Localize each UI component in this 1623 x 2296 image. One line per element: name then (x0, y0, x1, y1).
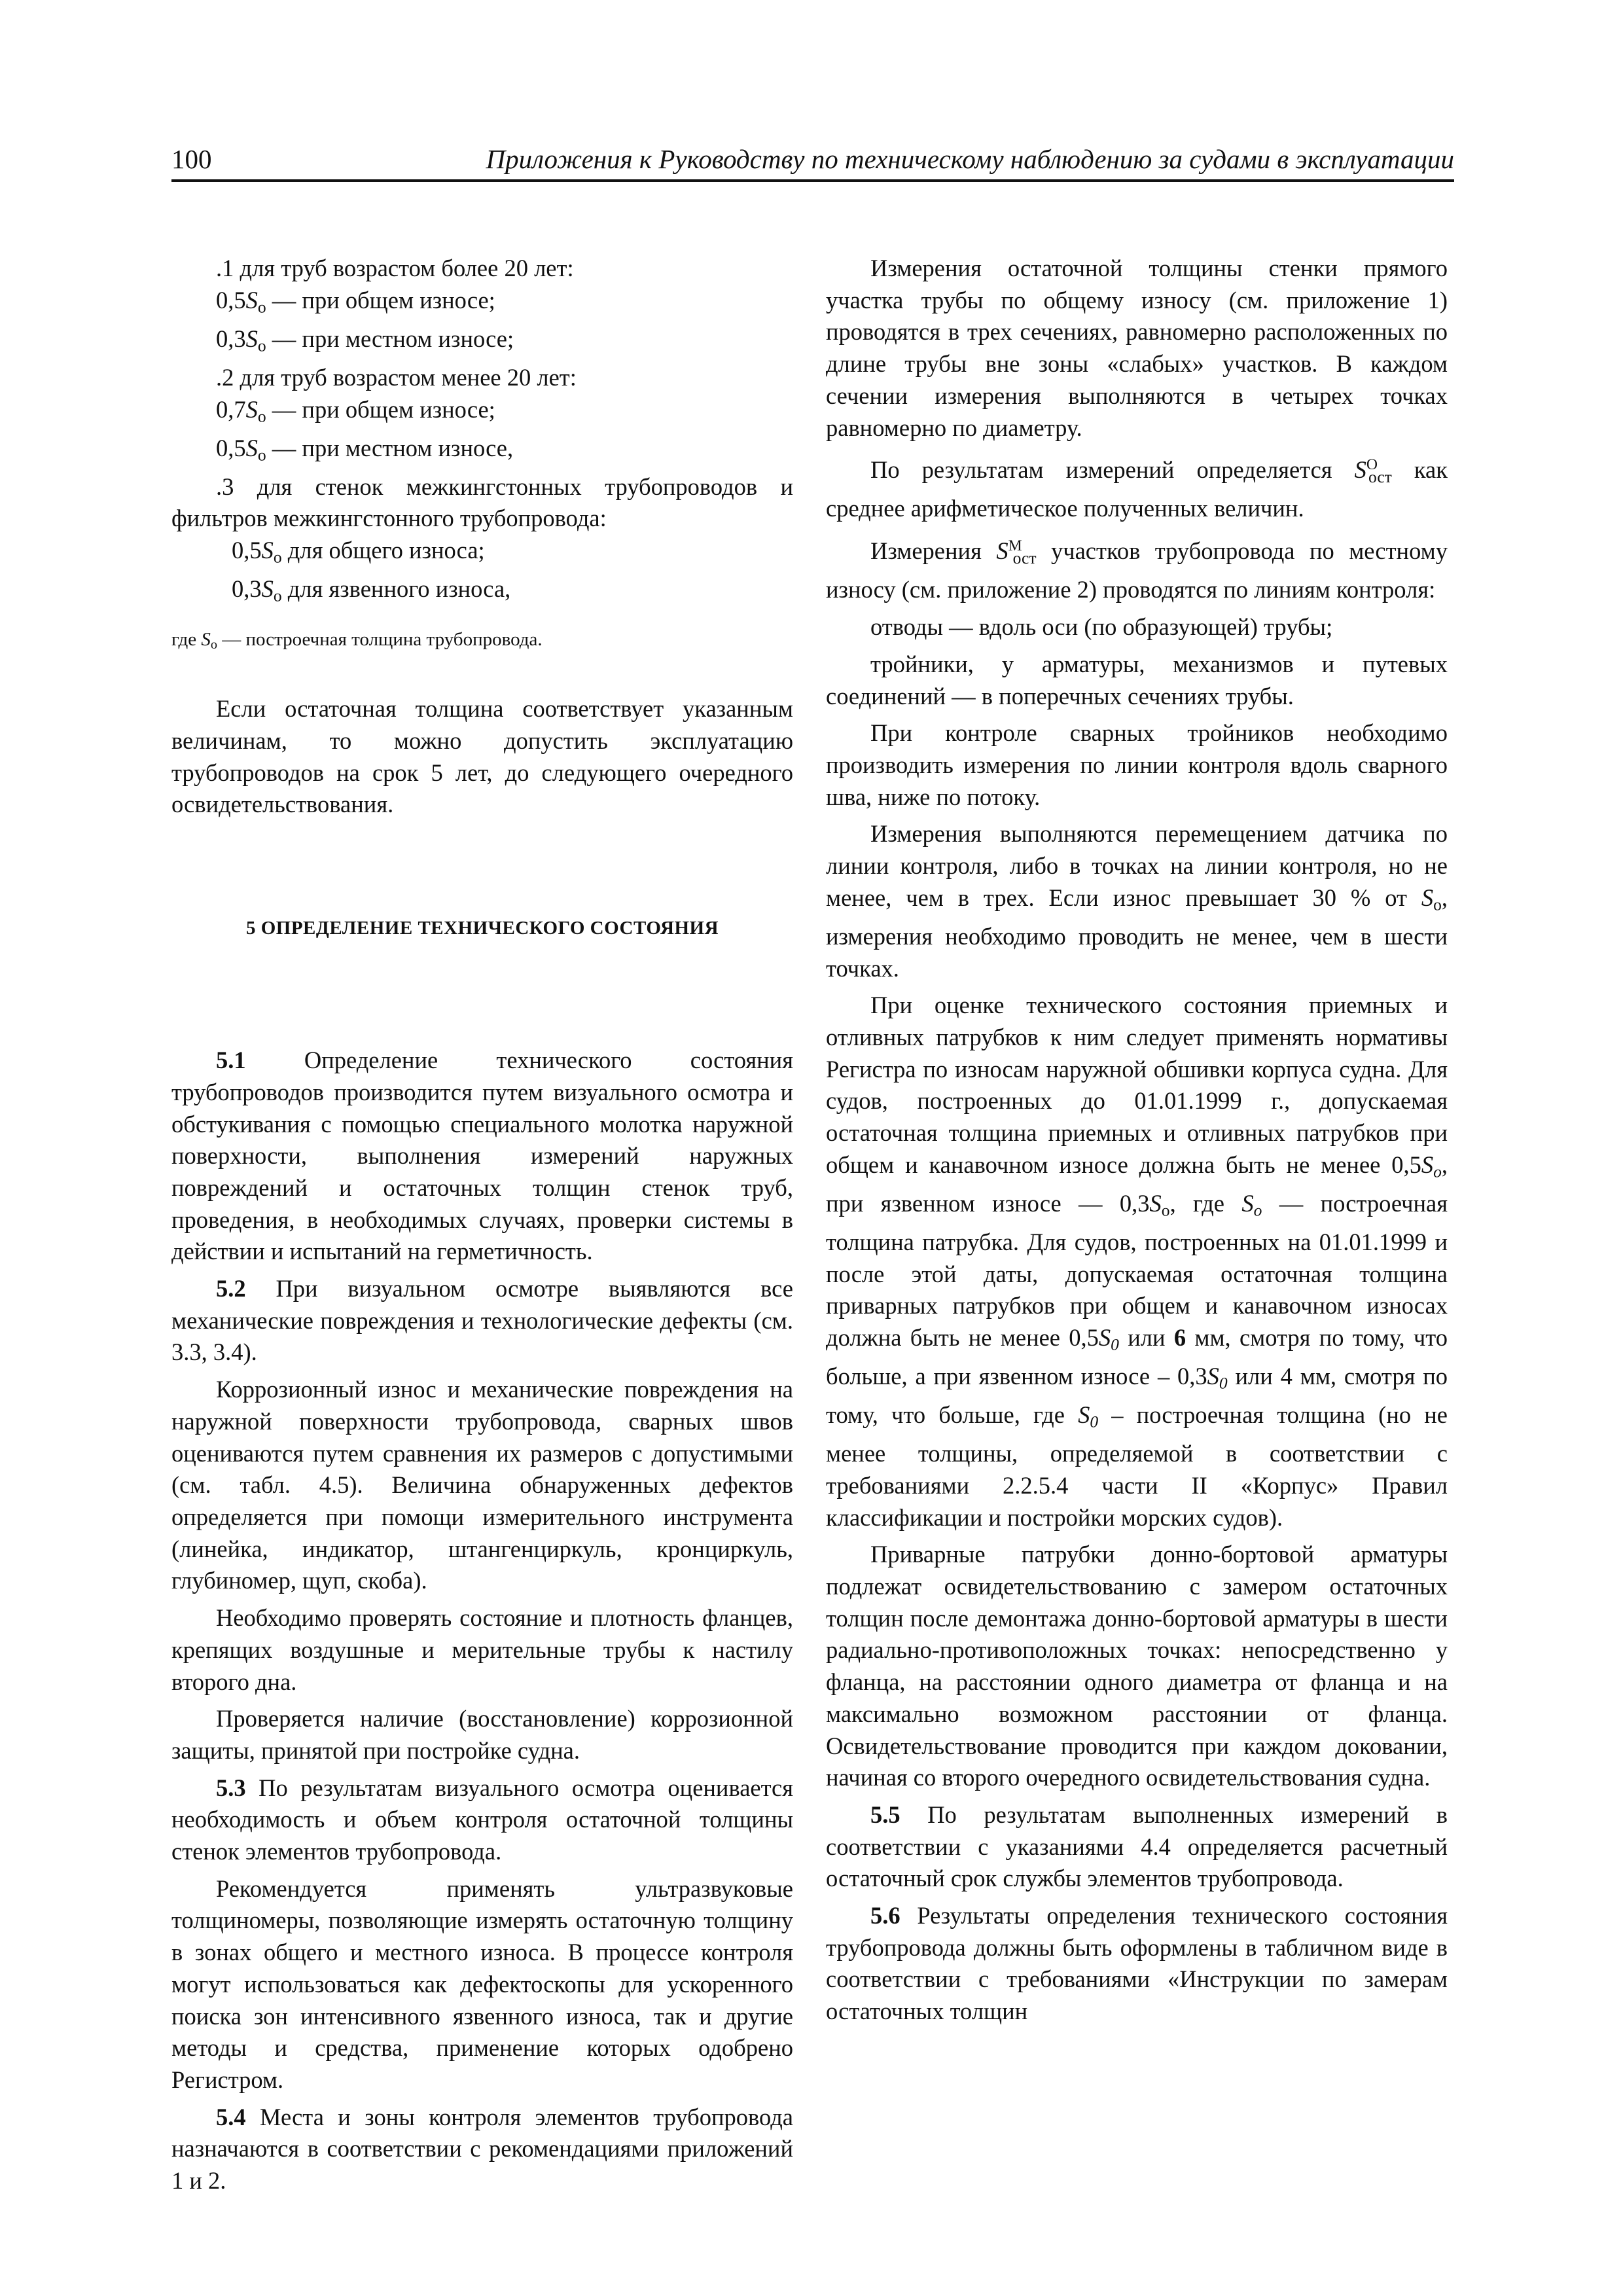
list-item: $0,5S_о$ для общего износа; (232, 537, 485, 567)
paragraph: 5.5 По результатам выполненных измерений в соответствии с указаниями 4.4 определяется расчетный остаточный срок службы элементов трубопровода. (826, 1801, 1448, 1892)
list-item: $0,3S_о$ — при местном износе; (216, 325, 514, 355)
paragraph: 5.6 Результаты определения технического состояния трубопровода должны быть оформлены в табличном виде в соответствии с требованиями «Инструкции по замерам остаточных толщин (826, 1902, 1448, 2025)
right-column (826, 253, 1448, 2033)
paragraph: Приварные патрубки донно-бортовой арматуры подлежат освидетельствованию с замером остаточных толщин после демонтажа донно-бортовой арматуры в шести радиально-противоположных точках: непосредственно у фланца, на расстоянии одного диаметра от фланца и на максимально возможном расстоянии от фланца. Освидетельствование проводится при каждом доковании, начиная со второго очередного освидетельствования судна. (826, 1541, 1448, 1791)
clause-number: 5.3 (216, 1774, 246, 1801)
paragraph: Проверяется наличие (восстановление) коррозионной защиты, принятой при постройке судна. (171, 1705, 793, 1764)
list-item: $0,5S_о$ — при общем износе; (216, 286, 495, 317)
paragraph: Если остаточная толщина соответствует указанным величинам, то можно допустить эксплуатацию трубопроводов на срок 5 лет, до следующего очередного освидетельствования. (171, 695, 793, 818)
paragraph: Коррозионный износ и механические повреждения на наружной поверхности трубопровода, сварных швов оцениваются путем сравнения их размеров с допустимыми (см. табл. 4.5). Величина обнаруженных дефектов определяется при помощи измерительного инструмента (линейка, индикатор, штангенциркуль, кронциркуль, глубиномер, щуп, скоба). (171, 1376, 793, 1594)
list-item: .2 для труб возрастом менее 20 лет: (216, 363, 577, 391)
paragraph: Измерения остаточной толщины стенки прямого участка трубы по общему износу (см. приложение 1) проводятся в трех сечениях, равномерно расположенных по длине трубы вне зоны «слабых» участков. В каждом сечении измерения выполняются в четырех точках равномерно по диаметру. (826, 255, 1448, 441)
paragraph: Измерения $S^М_{ост}$ участков трубопровода по местному износу (см. приложение 2) проводятся по линиям контроля: (826, 537, 1448, 603)
paragraph: При оценке технического состояния приемных и отливных патрубков к ним следует применять нормативы Регистра по износам наружной обшивки корпуса судна. Для судов, построенных до 01.01.1999 г., допускаемая остаточная толщина приемных и отливных патрубков при общем и канавочном износе должна быть не менее $0,5S_о$, при язвенном износе — $0,3S_о$, где $S_о$ — построечная толщина патрубка. Для судов, построенных на 01.01.1999 и после этой даты, допускаемая остаточная толщина приварных патрубков при общем и канавочном износах должна быть не менее $0,5S_0$ или 6 мм, смотря по тому, что больше, а при язвенном износе – $0,3S_0$ или 4 мм, смотря по тому, что больше, где $S_0$ – построечная толщина (но не менее толщины, определяемой в соответствии с требованиями 2.2.5.4 части II «Корпус» Правил классификации и постройки морских судов). (826, 992, 1448, 1531)
clause-number: 5.4 (216, 2103, 246, 2130)
clause-number: 5.6 (870, 1902, 901, 1929)
clause-number: 5.5 (870, 1801, 901, 1828)
left-column (171, 253, 793, 2202)
section-title: 5 ОПРЕДЕЛЕНИЕ ТЕХНИЧЕСКОГО СОСТОЯНИЯ (245, 918, 719, 939)
list-item: $0,7S_о$ — при общем износе; (216, 395, 495, 425)
paragraph: 5.2 При визуальном осмотре выявляются все механические повреждения и технологические дефекты (см. 3.3, 3.4). (171, 1275, 793, 1366)
paragraph: тройники, у арматуры, механизмов и путевых соединений — в поперечных сечениях трубы. (826, 650, 1448, 709)
clause-number: 5.1 (216, 1047, 246, 1074)
list-item: $0,5S_о$ — при местном износе, (216, 434, 514, 465)
page-number: 100 (171, 144, 212, 174)
running-title: Приложения к Руководству по техническому наблюдению за судами в эксплуатации (486, 144, 1454, 174)
paragraph: 5.3 По результатам визуального осмотра оценивается необходимость и объем контроля остаточной толщины стенок элементов трубопровода. (171, 1774, 793, 1865)
paragraph: отводы — вдоль оси (по образующей) трубы; (870, 613, 1333, 641)
list-item: $0,3S_о$ для язвенного износа, (232, 575, 511, 605)
paragraph: Необходимо проверять состояние и плотность фланцев, крепящих воздушные и мерительные трубы к настилу второго дна. (171, 1604, 793, 1695)
paragraph: Измерения выполняются перемещением датчика по линии контроля, либо в точках на линии контроля, но не менее, чем в трех. Если износ превышает 30 % от $S_о$, измерения необходимо проводить не менее, чем в шести точках. (826, 820, 1448, 982)
paragraph: 5.4 Места и зоны контроля элементов трубопровода назначаются в соответствии с рекомендациями приложений 1 и 2. (171, 2103, 793, 2195)
footnote: где $S_о$ — построечная толщина трубопровода. (171, 629, 543, 653)
paragraph: При контроле сварных тройников необходимо производить измерения по линии контроля вдоль сварного шва, ниже по потоку. (826, 719, 1448, 810)
paragraph: По результатам измерений определяется $S^О_{ост}$ как среднее арифметическое полученных величин. (826, 456, 1448, 522)
list-item: .1 для труб возрастом более 20 лет: (216, 255, 574, 281)
paragraph: .3 для стенок межкингстонных трубопроводов и фильтров межкингстонного трубопровода: (171, 473, 793, 532)
page-header (171, 143, 1454, 182)
clause-number: 5.2 (216, 1275, 246, 1302)
paragraph: Рекомендуется применять ультразвуковые толщиномеры, позволяющие измерять остаточную толщину в зонах общего и местного износа. В процессе контроля могут использоваться как дефектоскопы для ускоренного поиска зон интенсивного язвенного износа, так и другие методы и средства, применение которых одобрено Регистром. (171, 1874, 793, 2093)
paragraph: 5.1 Определение технического состояния трубопроводов производится путем визуального осмотра и обстукивания с помощью специального молотка наружной поверхности, выполнения измерений наружных повреждений и остаточных толщин стенок труб, проведения, в необходимых случаях, проверки системы в действии и испытаний на герметичность. (171, 1047, 793, 1265)
